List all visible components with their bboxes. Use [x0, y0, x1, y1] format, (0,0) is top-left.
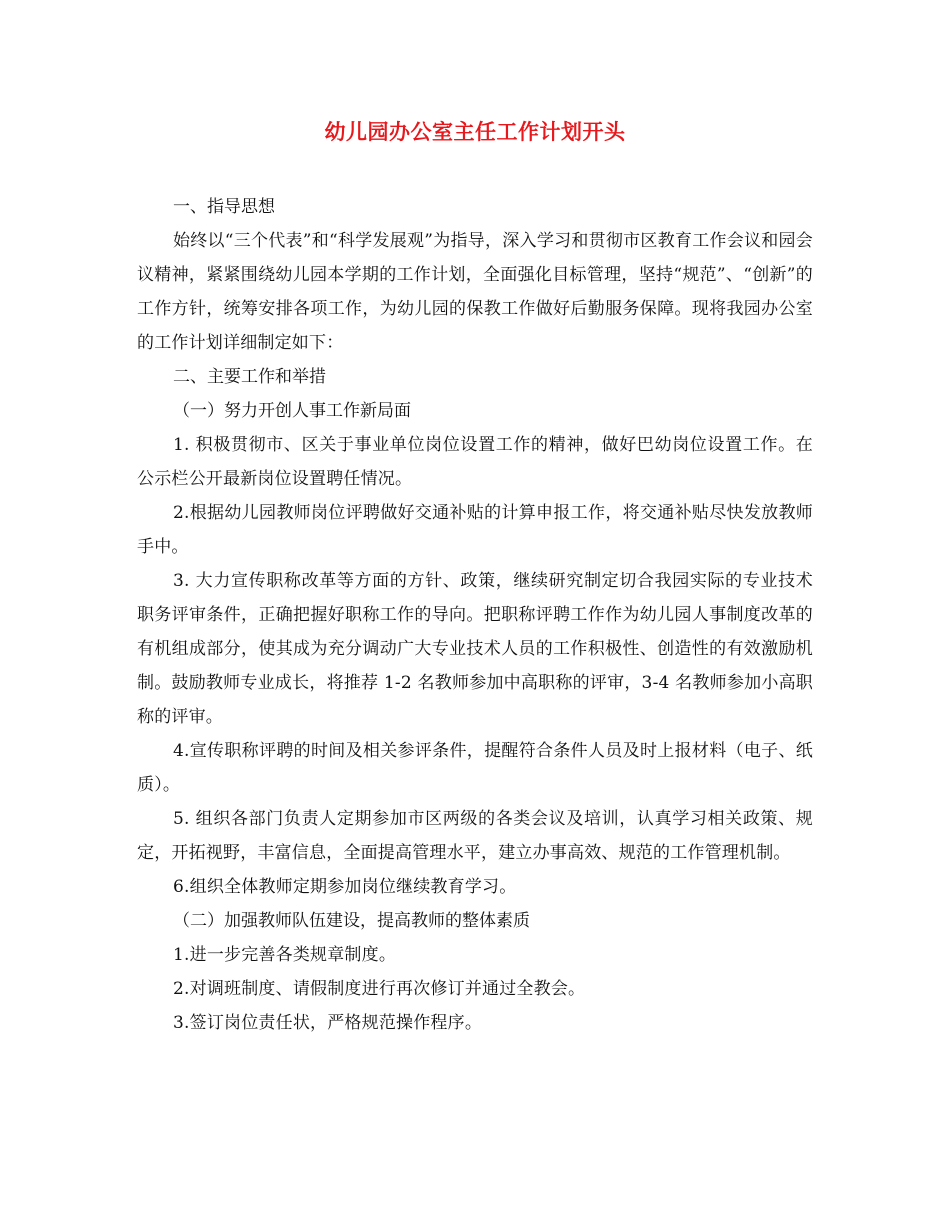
subsection-heading-teacher-team: （二）加强教师队伍建设，提高教师的整体素质	[173, 911, 530, 931]
list-item: 3.签订岗位责任状，严格规范操作程序。	[173, 1013, 483, 1033]
section-heading-guiding-thought: 一、指导思想	[173, 197, 275, 217]
paragraph-guiding-thought: 始终以“三个代表”和“科学发展观”为指导，深入学习和贯彻市区教育工作会议和园会议精神，紧紧围绕幼儿园本学期的工作计划，全面强化目标管理，坚持“规范”、“创新”的工作方针，统筹安排各项工作，为幼儿园的保教工作做好后勤服务保障。现将我园办公室的工作计划详细制定如下：	[137, 231, 813, 353]
list-item: 5. 组织各部门负责人定期参加市区两级的各类会议及培训，认真学习相关政策、规定，开拓视野，丰富信息，全面提高管理水平，建立办事高效、规范的工作管理机制。	[137, 809, 813, 863]
list-item: 1.进一步完善各类规章制度。	[173, 945, 397, 965]
document-body	[137, 190, 813, 1040]
section-heading-main-work: 二、主要工作和举措	[173, 367, 326, 387]
document-title: 幼儿园办公室主任工作计划开头	[324, 120, 626, 144]
list-item: 4.宣传职称评聘的时间及相关参评条件，提醒符合条件人员及时上报材料（电子、纸质）。	[137, 741, 813, 795]
list-item: 2.根据幼儿园教师岗位评聘做好交通补贴的计算申报工作，将交通补贴尽快发放教师手中。	[137, 503, 813, 557]
list-item: 2.对调班制度、请假制度进行再次修订并通过全教会。	[173, 979, 586, 999]
subsection-heading-personnel: （一）努力开创人事工作新局面	[173, 401, 411, 421]
list-item: 1. 积极贯彻市、区关于事业单位岗位设置工作的精神，做好巴幼岗位设置工作。在公示栏公开最新岗位设置聘任情况。	[137, 435, 813, 489]
list-item: 3. 大力宣传职称改革等方面的方针、政策，继续研究制定切合我园实际的专业技术职务评审条件，正确把握好职称工作的导向。把职称评聘工作作为幼儿园人事制度改革的有机组成部分，使其成为充分调动广大专业技术人员的工作积极性、创造性的有效激励机制。鼓励教师专业成长，将推荐 1-2 名教师参加中高职称的评审，3-4 名教师参加小高职称的评审。	[137, 571, 813, 727]
list-item: 6.组织全体教师定期参加岗位继续教育学习。	[173, 877, 517, 897]
